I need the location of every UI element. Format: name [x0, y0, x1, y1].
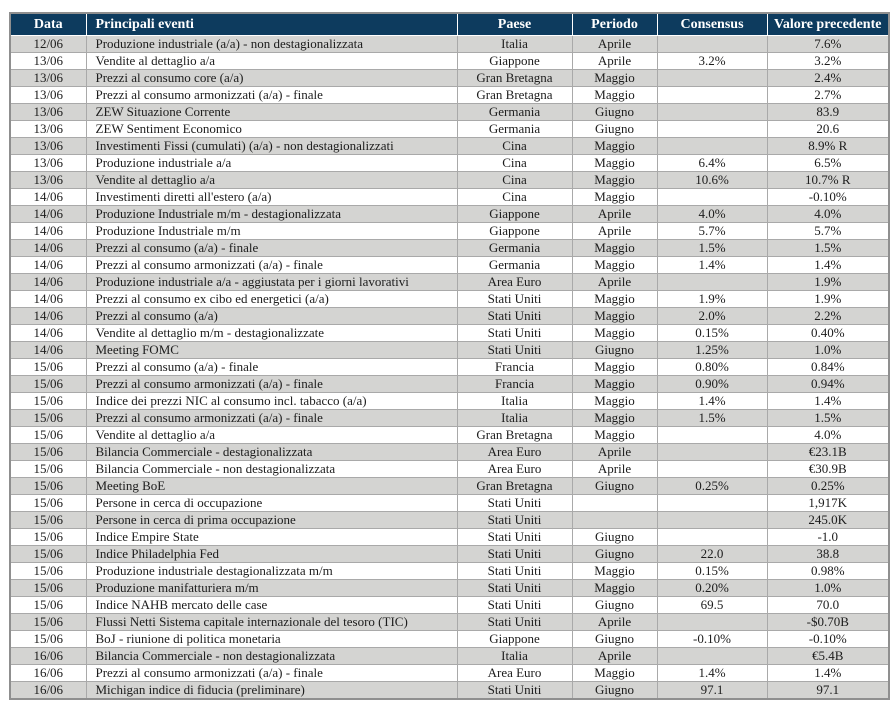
previous-value-cell: 1.4%	[767, 257, 889, 274]
event-cell: Prezzi al consumo armonizzati (a/a) - finale	[86, 87, 457, 104]
previous-value-cell: 1.4%	[767, 393, 889, 410]
date-cell: 15/06	[10, 359, 86, 376]
consensus-cell	[657, 104, 767, 121]
table-row	[10, 648, 889, 665]
date-cell: 15/06	[10, 376, 86, 393]
country-cell: Italia	[457, 393, 572, 410]
previous-value-cell: 1.5%	[767, 240, 889, 257]
consensus-cell	[657, 461, 767, 478]
country-cell: Area Euro	[457, 665, 572, 682]
period-cell	[572, 512, 657, 529]
previous-value-cell: -$0.70B	[767, 614, 889, 631]
date-cell: 15/06	[10, 614, 86, 631]
consensus-cell	[657, 70, 767, 87]
consensus-cell: 0.80%	[657, 359, 767, 376]
table-row	[10, 393, 889, 410]
previous-value-cell: 3.2%	[767, 53, 889, 70]
economic-calendar-table	[9, 12, 890, 700]
date-cell: 14/06	[10, 308, 86, 325]
period-cell: Aprile	[572, 614, 657, 631]
consensus-cell: 1.4%	[657, 257, 767, 274]
period-cell: Maggio	[572, 257, 657, 274]
date-cell: 15/06	[10, 563, 86, 580]
date-cell: 12/06	[10, 36, 86, 53]
table-row	[10, 70, 889, 87]
event-cell: Bilancia Commerciale - destagionalizzata	[86, 444, 457, 461]
country-cell: Germania	[457, 240, 572, 257]
previous-value-cell: 1,917K	[767, 495, 889, 512]
period-cell: Aprile	[572, 274, 657, 291]
consensus-cell	[657, 614, 767, 631]
table-body	[10, 36, 889, 700]
table-row	[10, 189, 889, 206]
period-cell: Giugno	[572, 121, 657, 138]
event-cell: Meeting BoE	[86, 478, 457, 495]
country-cell: Cina	[457, 189, 572, 206]
period-cell: Aprile	[572, 223, 657, 240]
date-cell: 14/06	[10, 325, 86, 342]
period-cell: Maggio	[572, 87, 657, 104]
date-cell: 13/06	[10, 138, 86, 155]
country-cell: Cina	[457, 155, 572, 172]
consensus-cell	[657, 189, 767, 206]
previous-value-cell: 1.0%	[767, 580, 889, 597]
date-cell: 15/06	[10, 495, 86, 512]
previous-value-cell: 0.25%	[767, 478, 889, 495]
event-cell: Vendite al dettaglio a/a	[86, 53, 457, 70]
table-row	[10, 597, 889, 614]
period-cell: Giugno	[572, 478, 657, 495]
consensus-cell	[657, 274, 767, 291]
date-cell: 14/06	[10, 342, 86, 359]
period-cell: Giugno	[572, 597, 657, 614]
previous-value-cell: 2.7%	[767, 87, 889, 104]
date-cell: 16/06	[10, 665, 86, 682]
event-cell: Produzione industriale destagionalizzata m/m	[86, 563, 457, 580]
table-row	[10, 172, 889, 189]
consensus-cell	[657, 427, 767, 444]
column-header-periodo: Periodo	[572, 13, 657, 36]
consensus-cell	[657, 495, 767, 512]
consensus-cell	[657, 138, 767, 155]
date-cell: 13/06	[10, 104, 86, 121]
period-cell: Giugno	[572, 631, 657, 648]
previous-value-cell: 10.7% R	[767, 172, 889, 189]
previous-value-cell: 7.6%	[767, 36, 889, 53]
period-cell: Giugno	[572, 342, 657, 359]
consensus-cell: 1.25%	[657, 342, 767, 359]
consensus-cell	[657, 87, 767, 104]
period-cell: Giugno	[572, 546, 657, 563]
table-row	[10, 87, 889, 104]
country-cell: Stati Uniti	[457, 325, 572, 342]
date-cell: 14/06	[10, 240, 86, 257]
consensus-cell	[657, 444, 767, 461]
country-cell: Francia	[457, 376, 572, 393]
consensus-cell: 0.90%	[657, 376, 767, 393]
table-row	[10, 546, 889, 563]
event-cell: Produzione industriale a/a - aggiustata per i giorni lavorativi	[86, 274, 457, 291]
date-cell: 13/06	[10, 53, 86, 70]
previous-value-cell: 20.6	[767, 121, 889, 138]
previous-value-cell: 8.9% R	[767, 138, 889, 155]
consensus-cell: 5.7%	[657, 223, 767, 240]
country-cell: Stati Uniti	[457, 546, 572, 563]
consensus-cell	[657, 512, 767, 529]
period-cell: Maggio	[572, 376, 657, 393]
country-cell: Cina	[457, 138, 572, 155]
date-cell: 14/06	[10, 257, 86, 274]
event-cell: ZEW Situazione Corrente	[86, 104, 457, 121]
country-cell: Stati Uniti	[457, 308, 572, 325]
country-cell: Giappone	[457, 53, 572, 70]
country-cell: Italia	[457, 36, 572, 53]
date-cell: 15/06	[10, 393, 86, 410]
date-cell: 15/06	[10, 597, 86, 614]
event-cell: Meeting FOMC	[86, 342, 457, 359]
previous-value-cell: 0.98%	[767, 563, 889, 580]
period-cell: Giugno	[572, 104, 657, 121]
country-cell: Stati Uniti	[457, 291, 572, 308]
table-row	[10, 291, 889, 308]
period-cell: Maggio	[572, 427, 657, 444]
previous-value-cell: 4.0%	[767, 206, 889, 223]
country-cell: Area Euro	[457, 274, 572, 291]
date-cell: 13/06	[10, 70, 86, 87]
period-cell: Giugno	[572, 529, 657, 546]
country-cell: Stati Uniti	[457, 580, 572, 597]
previous-value-cell: 83.9	[767, 104, 889, 121]
date-cell: 15/06	[10, 410, 86, 427]
country-cell: Gran Bretagna	[457, 427, 572, 444]
table-row	[10, 461, 889, 478]
country-cell: Stati Uniti	[457, 342, 572, 359]
consensus-cell: 6.4%	[657, 155, 767, 172]
date-cell: 13/06	[10, 121, 86, 138]
period-cell	[572, 495, 657, 512]
consensus-cell: 1.9%	[657, 291, 767, 308]
period-cell: Maggio	[572, 155, 657, 172]
consensus-cell: 4.0%	[657, 206, 767, 223]
consensus-cell	[657, 648, 767, 665]
table-row	[10, 512, 889, 529]
table-row	[10, 206, 889, 223]
event-cell: Michigan indice di fiducia (preliminare)	[86, 682, 457, 700]
country-cell: Germania	[457, 121, 572, 138]
table-row	[10, 223, 889, 240]
consensus-cell: 0.15%	[657, 325, 767, 342]
country-cell: Gran Bretagna	[457, 70, 572, 87]
date-cell: 14/06	[10, 274, 86, 291]
event-cell: Prezzi al consumo core (a/a)	[86, 70, 457, 87]
event-cell: Produzione industriale (a/a) - non destagionalizzata	[86, 36, 457, 53]
period-cell: Giugno	[572, 682, 657, 700]
period-cell: Maggio	[572, 189, 657, 206]
event-cell: BoJ - riunione di politica monetaria	[86, 631, 457, 648]
date-cell: 15/06	[10, 580, 86, 597]
consensus-cell: 0.15%	[657, 563, 767, 580]
country-cell: Gran Bretagna	[457, 87, 572, 104]
country-cell: Stati Uniti	[457, 682, 572, 700]
event-cell: Investimenti diretti all'estero (a/a)	[86, 189, 457, 206]
date-cell: 16/06	[10, 648, 86, 665]
period-cell: Maggio	[572, 240, 657, 257]
date-cell: 15/06	[10, 529, 86, 546]
column-header-principali-eventi: Principali eventi	[86, 13, 457, 36]
table-row	[10, 563, 889, 580]
period-cell: Aprile	[572, 461, 657, 478]
table-row	[10, 614, 889, 631]
country-cell: Giappone	[457, 223, 572, 240]
event-cell: Prezzi al consumo armonizzati (a/a) - finale	[86, 257, 457, 274]
event-cell: Indice NAHB mercato delle case	[86, 597, 457, 614]
date-cell: 14/06	[10, 291, 86, 308]
event-cell: Prezzi al consumo ex cibo ed energetici (a/a)	[86, 291, 457, 308]
period-cell: Maggio	[572, 359, 657, 376]
country-cell: Stati Uniti	[457, 614, 572, 631]
previous-value-cell: 1.0%	[767, 342, 889, 359]
period-cell: Maggio	[572, 410, 657, 427]
event-cell: Produzione Industriale m/m - destagionalizzata	[86, 206, 457, 223]
table-row	[10, 427, 889, 444]
consensus-cell: 10.6%	[657, 172, 767, 189]
previous-value-cell: 1.9%	[767, 274, 889, 291]
event-cell: Flussi Netti Sistema capitale internazionale del tesoro (TIC)	[86, 614, 457, 631]
previous-value-cell: 70.0	[767, 597, 889, 614]
event-cell: Persone in cerca di prima occupazione	[86, 512, 457, 529]
period-cell: Maggio	[572, 325, 657, 342]
table-row	[10, 155, 889, 172]
country-cell: Germania	[457, 104, 572, 121]
period-cell: Aprile	[572, 206, 657, 223]
consensus-cell: 1.5%	[657, 240, 767, 257]
date-cell: 14/06	[10, 206, 86, 223]
previous-value-cell: €23.1B	[767, 444, 889, 461]
table-row	[10, 682, 889, 700]
previous-value-cell: 1.9%	[767, 291, 889, 308]
previous-value-cell: 2.2%	[767, 308, 889, 325]
previous-value-cell: 1.5%	[767, 410, 889, 427]
event-cell: Prezzi al consumo (a/a) - finale	[86, 240, 457, 257]
table-row	[10, 359, 889, 376]
country-cell: Francia	[457, 359, 572, 376]
country-cell: Stati Uniti	[457, 495, 572, 512]
consensus-cell: -0.10%	[657, 631, 767, 648]
previous-value-cell: 4.0%	[767, 427, 889, 444]
period-cell: Maggio	[572, 665, 657, 682]
date-cell: 16/06	[10, 682, 86, 700]
column-header-data: Data	[10, 13, 86, 36]
event-cell: Vendite al dettaglio m/m - destagionalizzate	[86, 325, 457, 342]
event-cell: Vendite al dettaglio a/a	[86, 172, 457, 189]
period-cell: Maggio	[572, 138, 657, 155]
previous-value-cell: €5.4B	[767, 648, 889, 665]
event-cell: Prezzi al consumo (a/a)	[86, 308, 457, 325]
event-cell: Produzione manifatturiera m/m	[86, 580, 457, 597]
column-header-consensus: Consensus	[657, 13, 767, 36]
consensus-cell: 3.2%	[657, 53, 767, 70]
country-cell: Giappone	[457, 631, 572, 648]
column-header-paese: Paese	[457, 13, 572, 36]
table-row	[10, 257, 889, 274]
header-row	[10, 13, 889, 36]
table-row	[10, 53, 889, 70]
previous-value-cell: 2.4%	[767, 70, 889, 87]
period-cell: Maggio	[572, 393, 657, 410]
date-cell: 15/06	[10, 478, 86, 495]
previous-value-cell: -1.0	[767, 529, 889, 546]
consensus-cell: 69.5	[657, 597, 767, 614]
event-cell: Persone in cerca di occupazione	[86, 495, 457, 512]
date-cell: 14/06	[10, 189, 86, 206]
date-cell: 15/06	[10, 512, 86, 529]
table-row	[10, 529, 889, 546]
consensus-cell: 0.20%	[657, 580, 767, 597]
country-cell: Area Euro	[457, 461, 572, 478]
table-row	[10, 308, 889, 325]
period-cell: Aprile	[572, 36, 657, 53]
table-row	[10, 444, 889, 461]
event-cell: Investimenti Fissi (cumulati) (a/a) - non destagionalizzati	[86, 138, 457, 155]
date-cell: 13/06	[10, 155, 86, 172]
previous-value-cell: 245.0K	[767, 512, 889, 529]
table-row	[10, 342, 889, 359]
event-cell: Vendite al dettaglio a/a	[86, 427, 457, 444]
event-cell: Prezzi al consumo armonizzati (a/a) - finale	[86, 410, 457, 427]
period-cell: Maggio	[572, 291, 657, 308]
previous-value-cell: 6.5%	[767, 155, 889, 172]
table-row	[10, 478, 889, 495]
period-cell: Maggio	[572, 70, 657, 87]
consensus-cell: 22.0	[657, 546, 767, 563]
previous-value-cell: 0.94%	[767, 376, 889, 393]
table-row	[10, 410, 889, 427]
event-cell: ZEW Sentiment Economico	[86, 121, 457, 138]
table-row	[10, 631, 889, 648]
date-cell: 15/06	[10, 444, 86, 461]
event-cell: Bilancia Commerciale - non destagionalizzata	[86, 648, 457, 665]
previous-value-cell: -0.10%	[767, 631, 889, 648]
previous-value-cell: €30.9B	[767, 461, 889, 478]
previous-value-cell: 1.4%	[767, 665, 889, 682]
event-cell: Indice Philadelphia Fed	[86, 546, 457, 563]
date-cell: 15/06	[10, 427, 86, 444]
date-cell: 13/06	[10, 87, 86, 104]
table-row	[10, 36, 889, 53]
consensus-cell: 1.5%	[657, 410, 767, 427]
consensus-cell: 97.1	[657, 682, 767, 700]
table-row	[10, 665, 889, 682]
period-cell: Aprile	[572, 53, 657, 70]
previous-value-cell: 0.84%	[767, 359, 889, 376]
column-header-valore-precedente: Valore precedente	[767, 13, 889, 36]
event-cell: Prezzi al consumo (a/a) - finale	[86, 359, 457, 376]
economic-calendar-table-container	[9, 12, 890, 700]
country-cell: Stati Uniti	[457, 597, 572, 614]
consensus-cell	[657, 529, 767, 546]
previous-value-cell: 5.7%	[767, 223, 889, 240]
date-cell: 15/06	[10, 631, 86, 648]
country-cell: Germania	[457, 257, 572, 274]
period-cell: Maggio	[572, 580, 657, 597]
event-cell: Bilancia Commerciale - non destagionalizzata	[86, 461, 457, 478]
event-cell: Prezzi al consumo armonizzati (a/a) - finale	[86, 376, 457, 393]
table-row	[10, 240, 889, 257]
country-cell: Area Euro	[457, 444, 572, 461]
consensus-cell: 0.25%	[657, 478, 767, 495]
consensus-cell	[657, 121, 767, 138]
country-cell: Italia	[457, 648, 572, 665]
consensus-cell	[657, 36, 767, 53]
consensus-cell: 2.0%	[657, 308, 767, 325]
period-cell: Aprile	[572, 444, 657, 461]
consensus-cell: 1.4%	[657, 393, 767, 410]
date-cell: 15/06	[10, 546, 86, 563]
previous-value-cell: -0.10%	[767, 189, 889, 206]
period-cell: Maggio	[572, 563, 657, 580]
country-cell: Italia	[457, 410, 572, 427]
table-row	[10, 495, 889, 512]
previous-value-cell: 0.40%	[767, 325, 889, 342]
country-cell: Stati Uniti	[457, 563, 572, 580]
country-cell: Stati Uniti	[457, 529, 572, 546]
date-cell: 15/06	[10, 461, 86, 478]
period-cell: Maggio	[572, 308, 657, 325]
previous-value-cell: 38.8	[767, 546, 889, 563]
date-cell: 13/06	[10, 172, 86, 189]
event-cell: Prezzi al consumo armonizzati (a/a) - finale	[86, 665, 457, 682]
period-cell: Maggio	[572, 172, 657, 189]
table-row	[10, 376, 889, 393]
date-cell: 14/06	[10, 223, 86, 240]
country-cell: Stati Uniti	[457, 512, 572, 529]
country-cell: Giappone	[457, 206, 572, 223]
previous-value-cell: 97.1	[767, 682, 889, 700]
table-row	[10, 121, 889, 138]
event-cell: Produzione industriale a/a	[86, 155, 457, 172]
table-row	[10, 580, 889, 597]
event-cell: Indice dei prezzi NIC al consumo incl. tabacco (a/a)	[86, 393, 457, 410]
table-row	[10, 104, 889, 121]
country-cell: Gran Bretagna	[457, 478, 572, 495]
event-cell: Produzione Industriale m/m	[86, 223, 457, 240]
event-cell: Indice Empire State	[86, 529, 457, 546]
period-cell: Aprile	[572, 648, 657, 665]
table-row	[10, 138, 889, 155]
consensus-cell: 1.4%	[657, 665, 767, 682]
table-row	[10, 274, 889, 291]
country-cell: Cina	[457, 172, 572, 189]
table-row	[10, 325, 889, 342]
